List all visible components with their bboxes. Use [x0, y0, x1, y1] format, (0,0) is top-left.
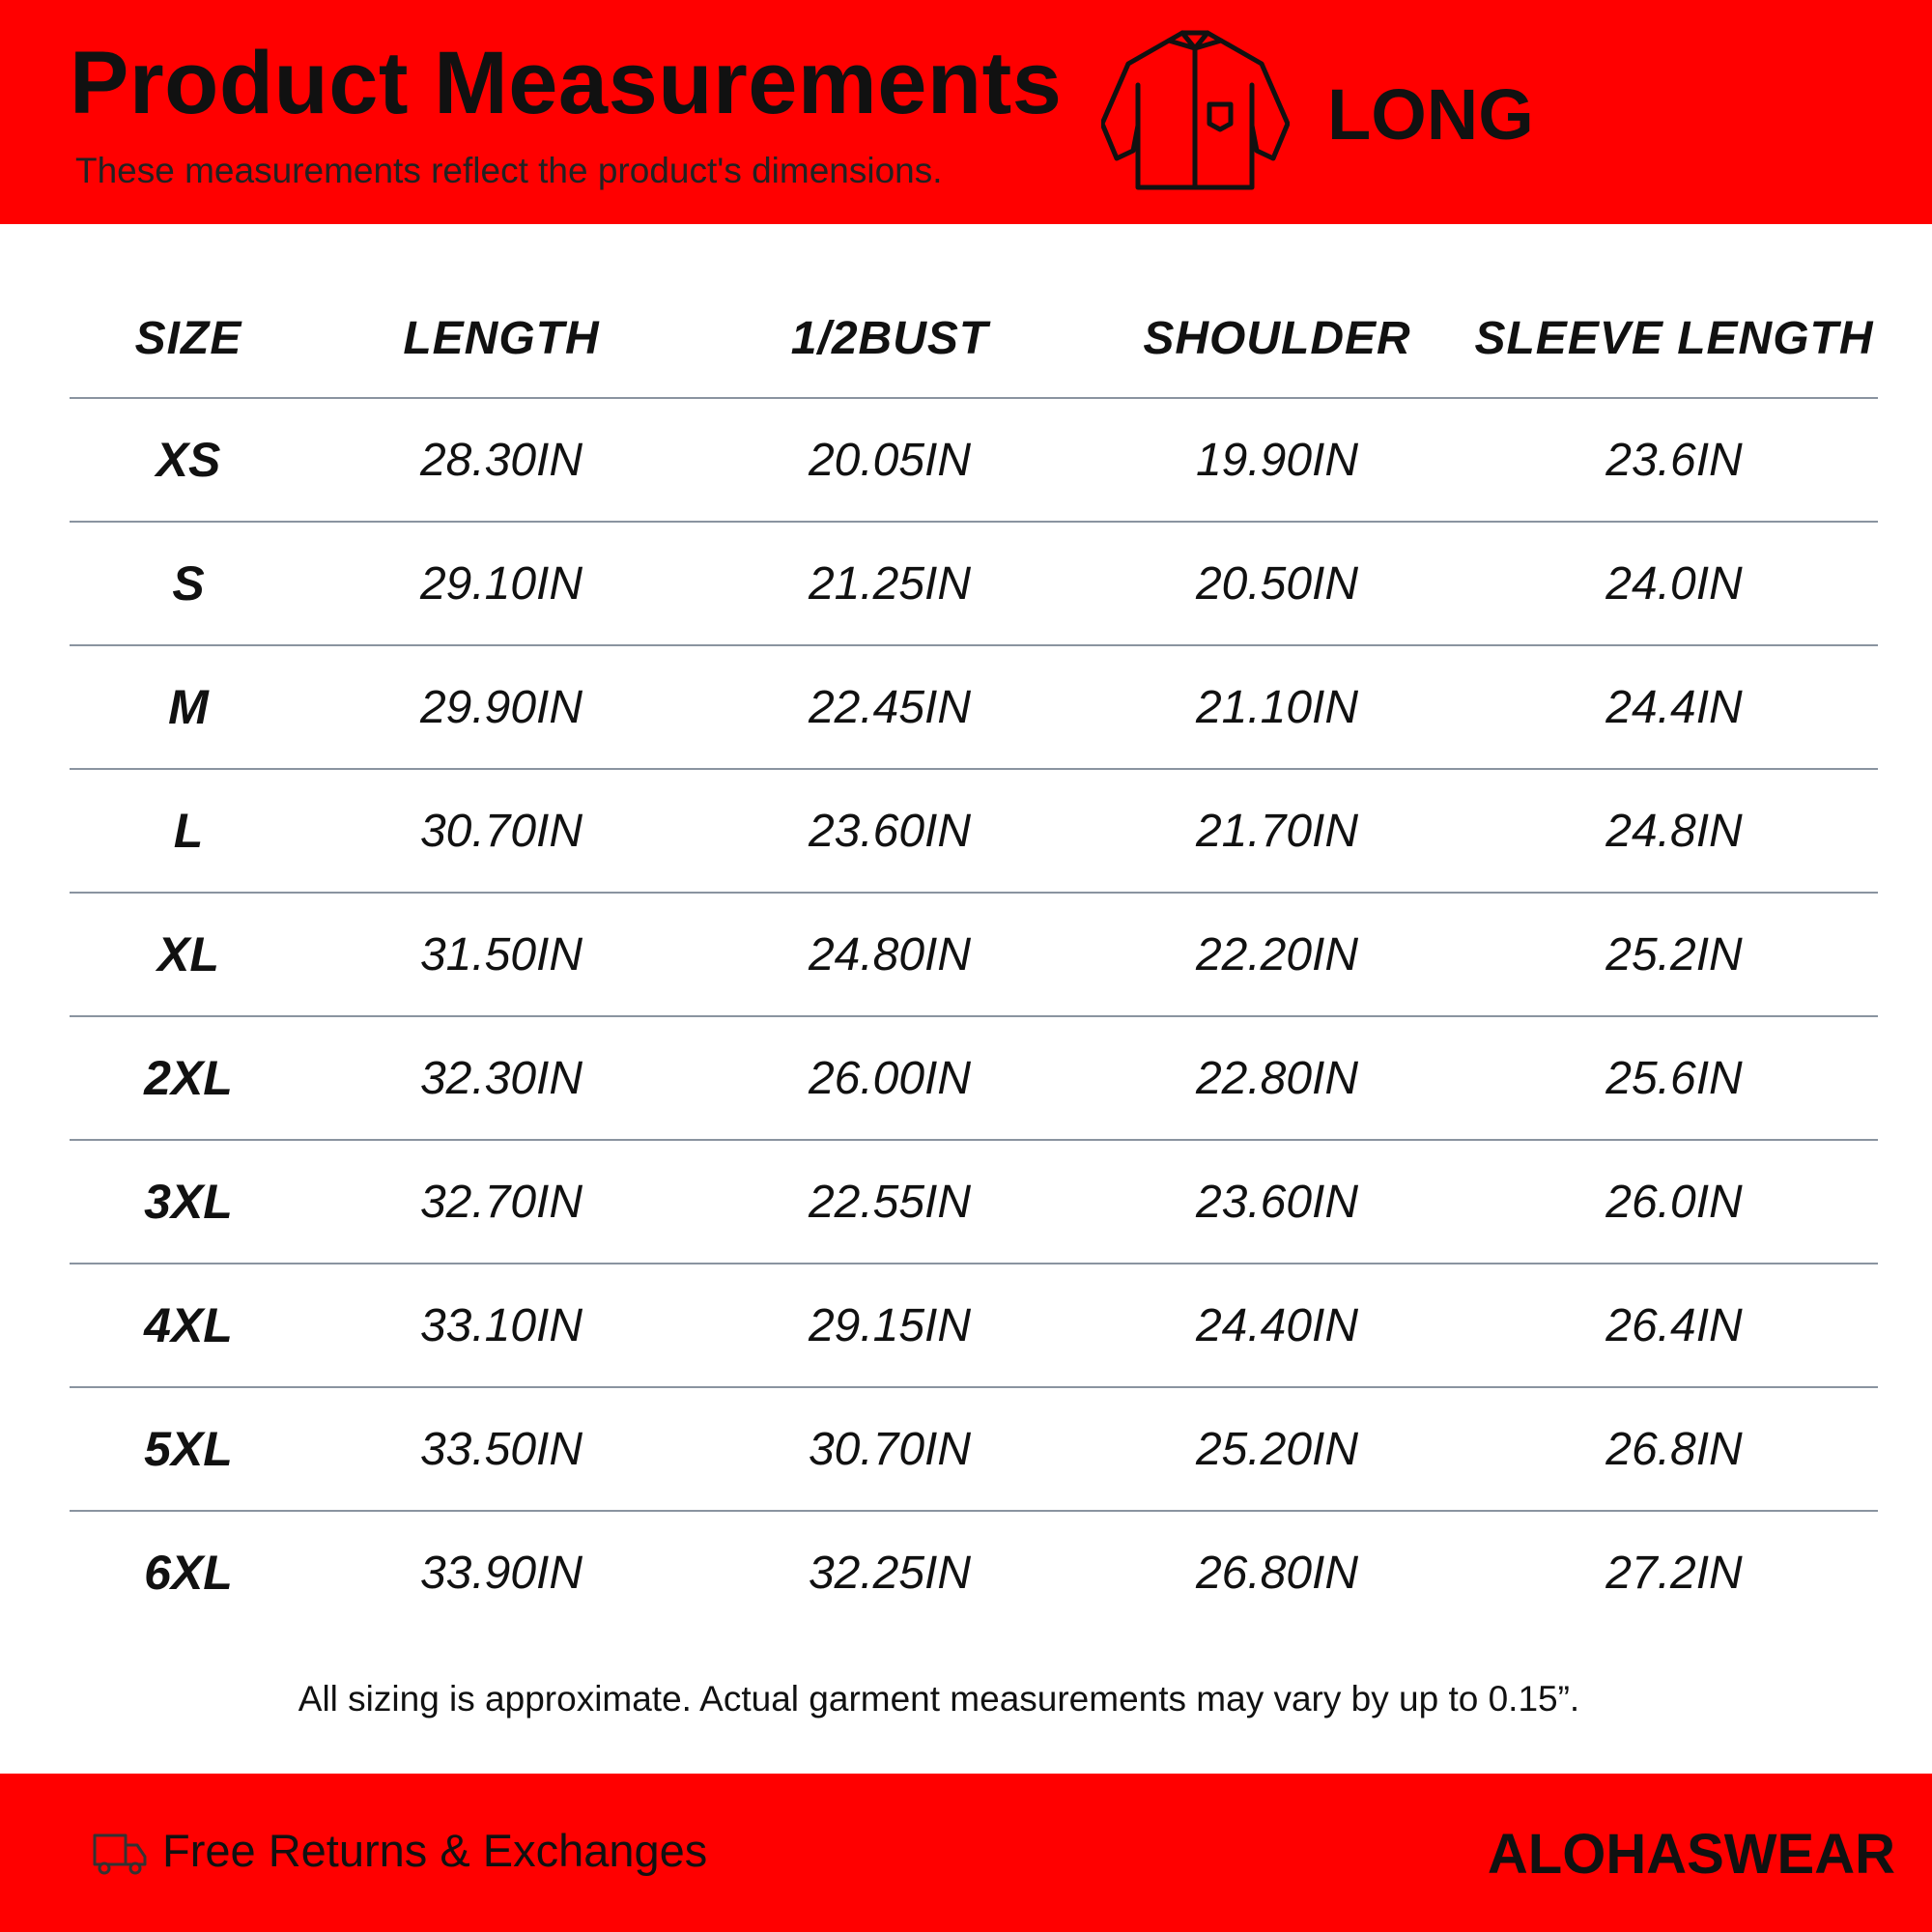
cell-size: XS [156, 433, 221, 487]
cell-half-bust: 30.70IN [808, 1423, 972, 1475]
cell-size: 2XL [144, 1051, 233, 1105]
cell-length: 32.70IN [419, 1176, 583, 1228]
table-row [70, 399, 1878, 523]
cell-length: 33.90IN [419, 1547, 583, 1599]
cell-shoulder: 25.20IN [1195, 1423, 1359, 1475]
cell-shoulder: 24.40IN [1195, 1299, 1359, 1351]
page-subtitle: These measurements reflect the product's dimensions. [75, 151, 943, 190]
table-row [70, 770, 1878, 894]
cell-length: 32.30IN [419, 1052, 583, 1104]
cell-half-bust: 21.25IN [808, 557, 972, 610]
cell-sleeve-length: 25.2IN [1605, 928, 1743, 980]
cell-sleeve-length: 26.4IN [1605, 1299, 1743, 1351]
cell-half-bust: 24.80IN [808, 928, 972, 980]
table-row [70, 1264, 1878, 1388]
table-row [70, 646, 1878, 770]
cell-shoulder: 22.80IN [1195, 1052, 1359, 1104]
fit-label: LONG [1327, 74, 1534, 155]
cell-length: 29.10IN [419, 557, 583, 610]
cell-length: 29.90IN [419, 681, 583, 733]
cell-size: XL [157, 927, 219, 981]
cell-half-bust: 22.45IN [808, 681, 972, 733]
cell-shoulder: 21.70IN [1195, 805, 1359, 857]
table-row [70, 1017, 1878, 1141]
cell-shoulder: 20.50IN [1195, 557, 1359, 610]
footer-banner [0, 1774, 1932, 1932]
cell-length: 28.30IN [419, 434, 583, 486]
cell-size: L [173, 804, 204, 858]
brand-logo: ALOHASWEAR [1487, 1823, 1895, 1886]
cell-sleeve-length: 25.6IN [1605, 1052, 1743, 1104]
cell-sleeve-length: 23.6IN [1605, 434, 1743, 486]
cell-half-bust: 23.60IN [808, 805, 972, 857]
column-header-size: SIZE [134, 313, 242, 364]
cell-sleeve-length: 26.8IN [1605, 1423, 1743, 1475]
cell-length: 30.70IN [419, 805, 583, 857]
column-header-half-bust: 1/2BUST [790, 313, 989, 364]
cell-shoulder: 23.60IN [1195, 1176, 1359, 1228]
cell-sleeve-length: 24.8IN [1605, 805, 1743, 857]
cell-half-bust: 29.15IN [808, 1299, 972, 1351]
table-row [70, 1512, 1878, 1634]
cell-sleeve-length: 27.2IN [1605, 1547, 1743, 1599]
cell-sleeve-length: 24.4IN [1605, 681, 1743, 733]
sizing-note: All sizing is approximate. Actual garment measurements may vary by up to 0.15”. [298, 1679, 1580, 1719]
cell-size: 4XL [144, 1298, 233, 1352]
cell-half-bust: 32.25IN [808, 1547, 972, 1599]
cell-size: M [168, 680, 209, 734]
header-banner [0, 0, 1932, 224]
cell-half-bust: 26.00IN [808, 1052, 972, 1104]
cell-length: 31.50IN [419, 928, 583, 980]
shirt-icon [1101, 27, 1290, 191]
column-header-sleeve-length: SLEEVE LENGTH [1474, 313, 1874, 364]
table-row [70, 1141, 1878, 1264]
table-body [70, 399, 1878, 1634]
cell-sleeve-length: 24.0IN [1605, 557, 1743, 610]
cell-size: S [172, 556, 205, 611]
cell-length: 33.50IN [419, 1423, 583, 1475]
cell-shoulder: 21.10IN [1195, 681, 1359, 733]
page-title: Product Measurements [70, 34, 1063, 132]
free-returns-link[interactable]: Free Returns & Exchanges [162, 1825, 708, 1876]
cell-size: 5XL [144, 1422, 233, 1476]
cell-half-bust: 22.55IN [808, 1176, 972, 1228]
column-header-shoulder: SHOULDER [1143, 313, 1411, 364]
table-row [70, 523, 1878, 646]
cell-shoulder: 19.90IN [1195, 434, 1359, 486]
table-row [70, 894, 1878, 1017]
size-table [70, 280, 1878, 1634]
cell-sleeve-length: 26.0IN [1605, 1176, 1743, 1228]
cell-size: 6XL [144, 1546, 233, 1600]
column-header-length: LENGTH [403, 313, 600, 364]
cell-shoulder: 22.20IN [1195, 928, 1359, 980]
truck-icon [93, 1830, 147, 1876]
cell-half-bust: 20.05IN [808, 434, 972, 486]
cell-length: 33.10IN [419, 1299, 583, 1351]
cell-size: 3XL [144, 1175, 233, 1229]
cell-shoulder: 26.80IN [1195, 1547, 1359, 1599]
table-header-row [70, 280, 1878, 399]
table-row [70, 1388, 1878, 1512]
